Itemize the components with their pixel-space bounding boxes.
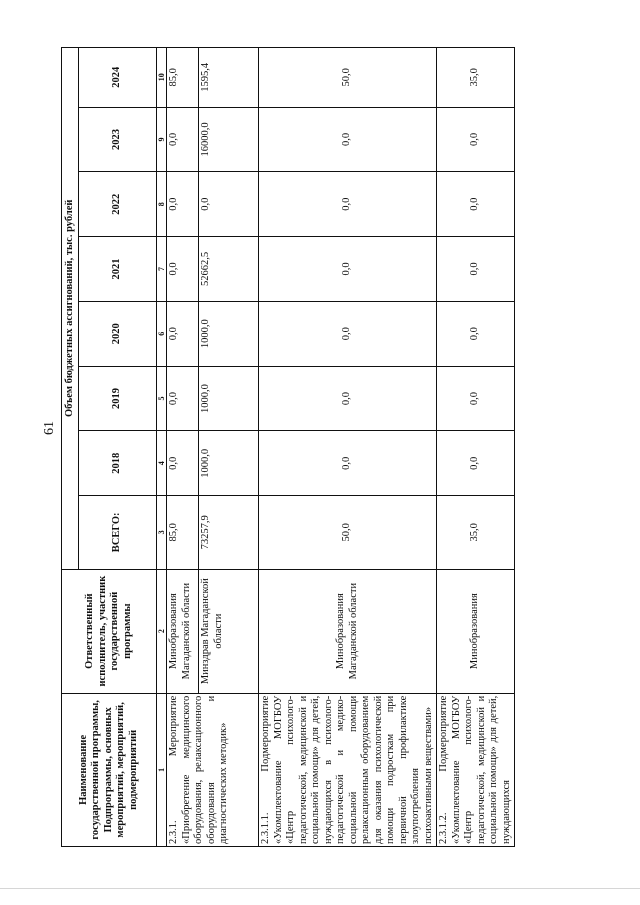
- index-cell: 6: [157, 301, 167, 366]
- value-cell: 0,0: [259, 301, 437, 366]
- value-cell: 1000,0: [199, 301, 259, 366]
- value-cell: 0,0: [437, 172, 515, 237]
- index-cell: 9: [157, 107, 167, 172]
- value-cell: 0,0: [259, 366, 437, 431]
- value-cell: 0,0: [167, 431, 199, 496]
- value-cell: 1000,0: [199, 366, 259, 431]
- value-cell: 0,0: [167, 301, 199, 366]
- value-cell: 16000,0: [199, 107, 259, 172]
- header-total: ВСЕГО:: [79, 496, 157, 569]
- value-cell: 0,0: [437, 237, 515, 302]
- value-cell: 35,0: [437, 48, 515, 108]
- value-cell: 0,0: [167, 366, 199, 431]
- index-cell: 8: [157, 172, 167, 237]
- row-name: 2.3.1.1. Подмероприятие «Укомплектование МОГБОУ «Центр психолого-педагогической, медицинской и социальной помощи» для детей, нуждающихся в психолого-педагогической и медико-социальной помощи релаксационным оборудованием для оказания психологической помощи подросткам при первичной профилактике злоупотребления психоактивными веществами»: [259, 693, 437, 846]
- index-cell: 3: [157, 496, 167, 569]
- value-cell: 73257,9: [199, 496, 259, 569]
- value-cell: 0,0: [259, 107, 437, 172]
- page-number: 61: [42, 421, 57, 435]
- value-cell: 0,0: [437, 431, 515, 496]
- header-year: 2024: [79, 48, 157, 108]
- value-cell: 1595,4: [199, 48, 259, 108]
- row-executor: Минобразования: [437, 569, 515, 693]
- value-cell: 0,0: [437, 366, 515, 431]
- index-cell: 2: [157, 569, 167, 693]
- value-cell: 0,0: [167, 237, 199, 302]
- row-executor: Минздрав Магаданской области: [199, 569, 259, 693]
- value-cell: 0,0: [259, 431, 437, 496]
- header-year: 2021: [79, 237, 157, 302]
- value-cell: 85,0: [167, 48, 199, 108]
- header-row-1: [62, 48, 79, 847]
- header-year: 2022: [79, 172, 157, 237]
- value-cell: 0,0: [437, 301, 515, 366]
- header-year: 2023: [79, 107, 157, 172]
- value-cell: 85,0: [167, 496, 199, 569]
- budget-table: [61, 47, 515, 847]
- header-executor: Ответственный исполнитель, участник государственной программы: [62, 569, 157, 693]
- scan-edge-line: [0, 888, 640, 889]
- value-cell: 52662,5: [199, 237, 259, 302]
- table-row: [437, 48, 515, 847]
- value-cell: 50,0: [259, 48, 437, 108]
- value-cell: 0,0: [259, 237, 437, 302]
- table-row: [167, 48, 199, 847]
- index-cell: 4: [157, 431, 167, 496]
- header-budget: Объем бюджетных ассигнований, тыс. рублей: [62, 48, 79, 570]
- value-cell: 0,0: [437, 107, 515, 172]
- header-year: 2018: [79, 431, 157, 496]
- value-cell: 0,0: [199, 172, 259, 237]
- value-cell: 0,0: [167, 107, 199, 172]
- table-row: [259, 48, 437, 847]
- value-cell: 0,0: [259, 172, 437, 237]
- value-cell: 1000,0: [199, 431, 259, 496]
- header-year: 2019: [79, 366, 157, 431]
- row-executor: Минобразования Магаданской области: [167, 569, 199, 693]
- header-year: 2020: [79, 301, 157, 366]
- index-cell: 1: [157, 693, 167, 846]
- index-row: [157, 48, 167, 847]
- value-cell: 0,0: [167, 172, 199, 237]
- row-name: 2.3.1.2. Подмероприятие «Укомплектование МОГБОУ «Центр психолого-педагогической, медицинской и социальной помощи» для детей, нуждающихся: [437, 693, 515, 846]
- value-cell: 50,0: [259, 496, 437, 569]
- value-cell: 35,0: [437, 496, 515, 569]
- rotated-table-container: [61, 47, 601, 847]
- index-cell: 10: [157, 48, 167, 108]
- index-cell: 5: [157, 366, 167, 431]
- row-executor: Минобразования Магаданской области: [259, 569, 437, 693]
- header-name: Наименование государственной программы, Подпрограммы, основных мероприятий, мероприятий, подмероприятий: [62, 693, 157, 846]
- index-cell: 7: [157, 237, 167, 302]
- row-name: 2.3.1. Мероприятие «Приобретение медицинского оборудования, релаксационного оборудования и диагностических методик»: [167, 693, 259, 846]
